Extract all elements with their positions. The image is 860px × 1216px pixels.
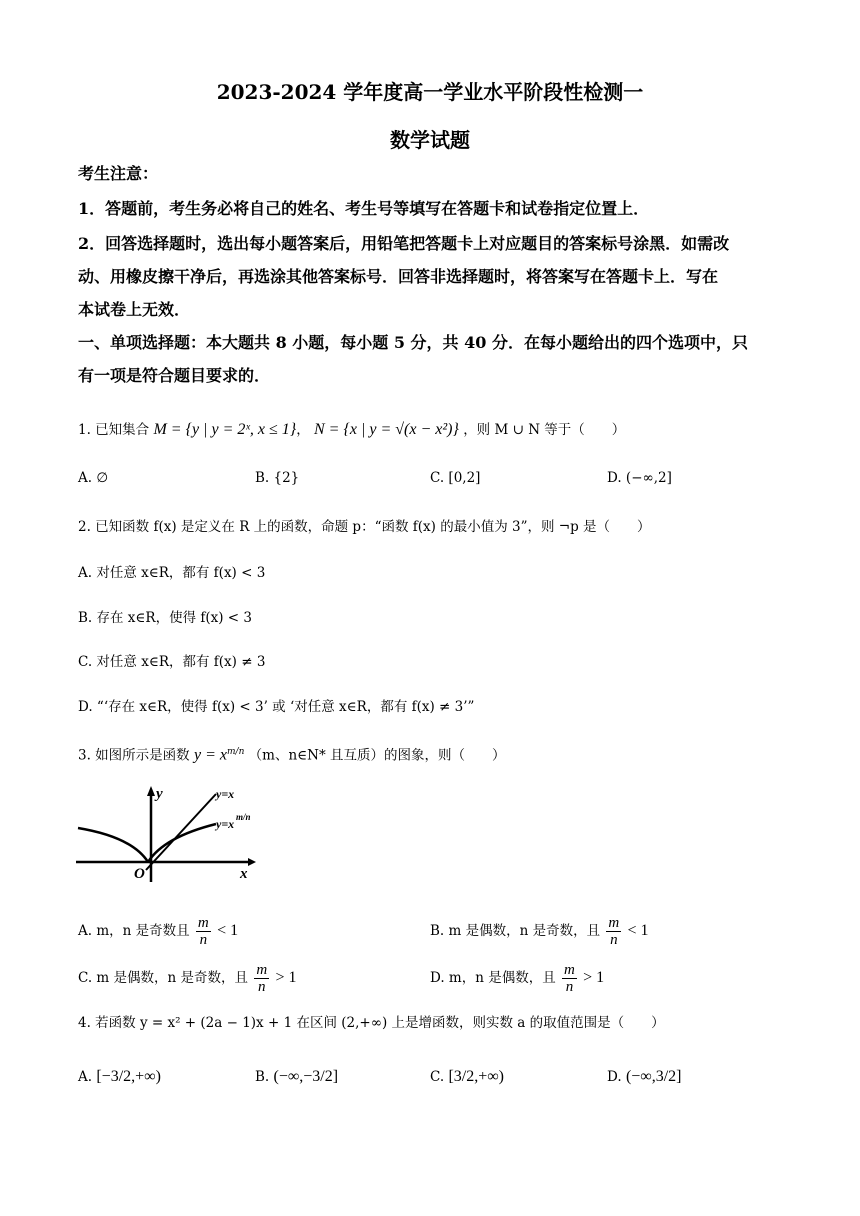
graph-label-curve-1: y=x: [216, 787, 235, 801]
q1-separator: ，: [296, 422, 310, 438]
q4-option-a-label: A.: [78, 1069, 93, 1085]
q3-stem-b: （m、n∈N* 且互质）的图象，则（ ）: [248, 747, 506, 764]
q4-option-d-value: (−∞,3/2]: [625, 1068, 682, 1085]
frac-num: m: [564, 962, 575, 978]
frac-num: m: [608, 915, 620, 931]
q2-option-d: D. “‘存在 x∈R，使得 f(x) < 3’ 或 ‘对任意 x∈R，都有 f(x) ≠ 3’”: [78, 699, 475, 715]
q3-option-b-text: B. m 是偶数，n 是奇数，且: [430, 923, 601, 939]
q1-suffix: ，则 M ∪ N 等于（ ）: [463, 422, 626, 438]
q3-function-graph: [76, 782, 256, 882]
q4-option-c-label: C.: [430, 1069, 445, 1085]
q3-option-d-ineq: > 1: [583, 969, 605, 986]
q3-option-c-frac: [254, 962, 269, 995]
q3-option-c: [78, 962, 296, 995]
curve-power-left: [78, 828, 148, 862]
q3-stem-a: 3. 如图所示是函数: [78, 747, 190, 764]
notice-item-2-line-2: 动、用橡皮擦干净后，再选涂其他答案标号．回答非选择题时，将答案写在答题卡上．写在: [78, 267, 719, 286]
q3-option-d-text: D. m，n 是偶数，且: [430, 970, 556, 986]
q1-set-n: N = {x | y = √(x − x²)}: [313, 421, 459, 438]
q4-option-a: [78, 1068, 161, 1086]
q4-option-b-label: B.: [255, 1069, 270, 1085]
section-1-heading-line-1: 一、单项选择题：本大题共 8 小题，每小题 5 分，共 40 分．在每小题给出的四个选项中，只: [78, 333, 748, 352]
q2-option-a: A. 对任意 x∈R，都有 f(x) < 3: [78, 565, 266, 581]
exam-subtitle: 数学试题: [390, 128, 470, 152]
q4-option-b: [255, 1068, 338, 1086]
curve-y-equals-x: [146, 794, 216, 870]
q1-option-c: C. [0,2]: [430, 470, 481, 486]
notice-item-2-line-1: 2．回答选择题时，选出每小题答案后，用铅笔把答题卡上对应题目的答案标号涂黑．如需改: [78, 234, 730, 253]
question-3-stem: 3. 如图所示是函数 $y = x^{m/n}$ （m、n∈N* 且互质）的图象，则（ ）: [78, 746, 506, 764]
frac-den: n: [257, 979, 266, 995]
q3-exp-num: m: [226, 747, 236, 757]
q3-option-c-ineq: > 1: [275, 969, 297, 986]
q3-option-a-text: A. m，n 是奇数且: [78, 923, 190, 939]
q3-option-b: [430, 915, 649, 948]
q4-option-d: [607, 1068, 681, 1086]
frac-num: m: [256, 962, 268, 978]
frac-den: n: [565, 979, 574, 995]
frac-num: m: [197, 915, 209, 931]
q1-set-m: M = {y | y = 2ˣ, x ≤ 1}: [153, 421, 297, 438]
x-axis-arrow: [248, 858, 256, 866]
graph-label-curve-2-exp: m/n: [236, 812, 251, 822]
question-2-stem: 2. 已知函数 f(x) 是定义在 R 上的函数，命题 p：“函数 f(x) 的最小值为 3”，则 ¬p 是（ ）: [78, 519, 651, 535]
frac-den: n: [199, 932, 208, 948]
q3-exp-den: n: [238, 747, 245, 757]
q3-func: y = x: [193, 746, 227, 764]
q3-option-a-ineq: < 1: [217, 922, 239, 939]
q3-option-c-text: C. m 是偶数，n 是奇数，且: [78, 970, 249, 986]
q1-prefix: 1. 已知集合: [78, 422, 150, 438]
q2-option-b: B. 存在 x∈R，使得 f(x) < 3: [78, 610, 252, 626]
question-4-stem: 4. 若函数 y = x² + (2a − 1)x + 1 在区间 (2,+∞) 上是增函数，则实数 a 的取值范围是（ ）: [78, 1015, 665, 1031]
q4-option-a-value: [−3/2,+∞): [96, 1068, 161, 1085]
y-axis-arrow: [147, 786, 155, 796]
graph-label-origin: O: [134, 866, 145, 882]
q1-option-d: D. (−∞,2]: [607, 470, 672, 486]
frac-den: n: [610, 932, 618, 948]
graph-label-curve-2: y=x: [216, 817, 235, 831]
q4-option-d-label: D.: [607, 1069, 622, 1085]
q3-option-d-frac: [562, 962, 577, 995]
notice-item-2-line-3: 本试卷上无效．: [78, 300, 191, 319]
q3-option-d: [430, 962, 604, 995]
notice-item-1: 1．答题前，考生务必将自己的姓名、考生号等填写在答题卡和试卷指定位置上．: [78, 199, 650, 218]
section-1-heading-line-2: 有一项是符合题目要求的．: [78, 366, 271, 385]
q1-option-a: A. ∅: [78, 470, 109, 486]
q4-option-c: [430, 1068, 504, 1086]
graph-label-x: x: [240, 866, 248, 882]
q3-option-b-frac: [606, 915, 621, 948]
q1-option-b: B. {2}: [255, 470, 300, 486]
q4-option-c-value: [3/2,+∞): [448, 1068, 504, 1085]
q2-option-c: C. 对任意 x∈R，都有 f(x) ≠ 3: [78, 654, 266, 670]
graph-label-y: y: [156, 786, 163, 802]
q4-option-b-value: (−∞,−3/2]: [273, 1068, 339, 1085]
q3-option-a: [78, 915, 238, 948]
question-1-stem: [78, 420, 625, 440]
q3-option-b-ineq: < 1: [627, 922, 649, 939]
notice-heading: 考生注意：: [78, 164, 159, 183]
q3-option-a-frac: [196, 915, 211, 948]
exam-title: 2023-2024 学年度高一学业水平阶段性检测一: [216, 80, 644, 104]
